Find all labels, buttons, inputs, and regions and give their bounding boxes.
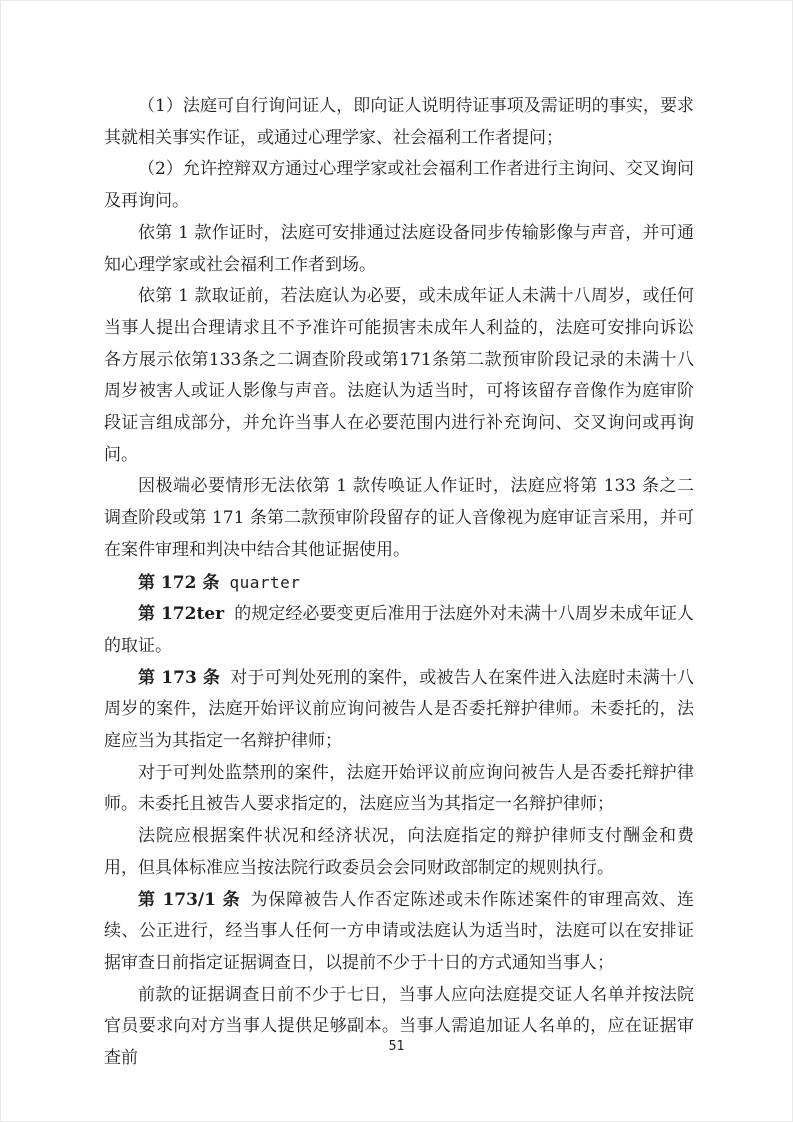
paragraph-item-9 [104,758,694,821]
document-body [104,91,694,1075]
paragraph-article-172 [104,567,694,600]
paragraph-article-172ter [104,599,694,662]
paragraph-text: 法院应根据案件状况和经济状况，向法庭指定的辩护律师支付酬金和费用，但具体标准应当按法院行政委员会会同财政部制定的规则执行。 [104,826,694,878]
article-number-172: 第 172 条 [138,572,220,593]
paragraph-item-1 [104,91,694,154]
paragraph-text: （1）法庭可自行询问证人，即向证人说明待证事项及需证明的事实，要求其就相关事实作证，或通过心理学家、社会福利工作者提问； [104,96,694,148]
paragraph-article-173 [104,663,694,758]
article-number-173-1: 第 173/1 条 [138,889,241,910]
paragraph-text: quarter [229,572,301,592]
paragraph-text: 的规定经必要变更后准用于法庭外对未满十八周岁未成年证人的取证。 [104,604,695,656]
paragraph-item-12 [104,980,694,1075]
paragraph-text: 依第 1 款取证前，若法庭认为必要，或未成年证人未满十八周岁，或任何当事人提出合理请求且不予准许可能损害未成年人利益的，法庭可安排向诉讼各方展示依第133条之二调查阶段或第171条第二款预审阶段记录的未满十八周岁被害人或证人影像与声音。法庭认为适当时，可将该留存音像作为庭审阶段证言组成部分，并允许当事人在必要范围内进行补充询问、交叉询问或再询问。 [104,286,694,465]
paragraph-text: 前款的证据调查日前不少于七日，当事人应向法庭提交证人名单并按法院官员要求向对方当事人提供足够副本。当事人需追加证人名单的，应在证据审查前 [104,984,694,1069]
paragraph-item-3 [104,218,694,281]
paragraph-text: 对于可判处监禁刑的案件，法庭开始评议前应询问被告人是否委托辩护律师。未委托且被告人要求指定的，法庭应当为其指定一名辩护律师； [104,762,694,815]
paragraph-text: 因极端必要情形无法依第 1 款传唤证人作证时，法庭应将第 133 条之二调查阶段或第 171 条第二款预审阶段留存的证人音像视为庭审证言采用，并可在案件审理和判决中结合其他证据使用。 [104,476,694,560]
paragraph-item-2 [104,154,694,217]
paragraph-text: 对于可判处死刑的案件，或被告人在案件进入法庭时未满十八周岁的案件，法庭开始评议前应询问被告人是否委托辩护律师。未委托的，法庭应当为其指定一名辩护律师； [104,667,695,752]
page-number: 51 [388,1039,405,1054]
paragraph-text: （2）允许控辩双方通过心理学家或社会福利工作者进行主询问、交叉询问及再询问。 [104,159,694,212]
paragraph-text: 为保障被告人作否定陈述或未作陈述案件的审理高效、连续、公正进行，经当事人任何一方申请或法庭认为适当时，法庭可以在安排证据审查日前指定证据调查日，以提前不少于十日的方式通知当事人； [104,889,694,973]
paragraph-item-4 [104,281,694,471]
article-number-173: 第 173 条 [138,667,221,688]
paragraph-article-173-1 [104,885,694,980]
article-number-172ter: 第 172ter [138,604,225,625]
paragraph-text: 依第 1 款作证时，法庭可安排通过法庭设备同步传输影像与声音，并可通知心理学家或社会福利工作者到场。 [104,222,694,275]
paragraph-item-5 [104,471,694,566]
paragraph-item-10 [104,821,694,884]
